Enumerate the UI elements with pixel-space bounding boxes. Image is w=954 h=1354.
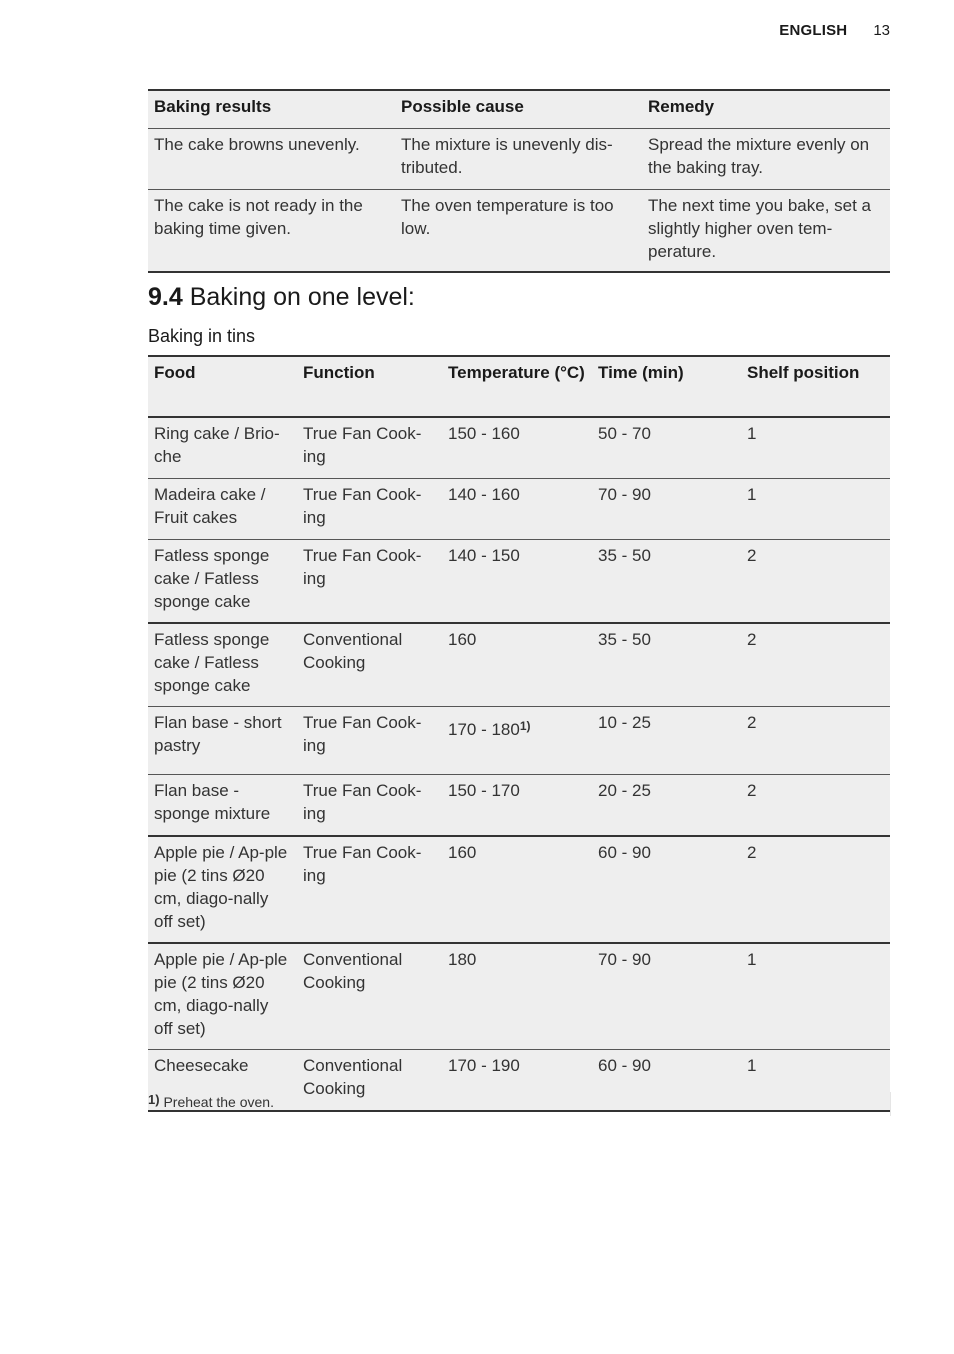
section-subtitle: Baking in tins (148, 326, 256, 346)
table-cell: Fatless sponge cake / Fatless sponge cake (154, 630, 270, 695)
table-cell: True Fan Cook-ing (303, 546, 422, 588)
table-cell: 20 - 25 (598, 781, 651, 800)
table-cell: 1 (747, 485, 757, 504)
table-cell: 50 - 70 (598, 424, 651, 443)
table-row (148, 190, 890, 273)
table-cell: The oven temperature is too low. (401, 196, 614, 238)
table-cell: True Fan Cook-ing (303, 424, 422, 466)
table-cell: 160 (448, 843, 477, 862)
table-cell: 2 (747, 781, 757, 800)
table-footnote (148, 1092, 891, 1116)
table-cell: 1 (747, 950, 757, 969)
table-cell: Madeira cake / Fruit cakes (154, 485, 266, 527)
table-cell: 60 - 90 (598, 843, 651, 862)
table-cell: Cheesecake (154, 1056, 249, 1075)
column-header: Shelf position (747, 363, 860, 382)
language-label: ENGLISH (779, 22, 848, 39)
table-cell: Fatless sponge cake / Fatless sponge cake (154, 546, 270, 611)
table-cell: Conventional Cooking (303, 630, 403, 672)
table-cell: 1 (747, 424, 757, 443)
table-cell: True Fan Cook-ing (303, 843, 422, 885)
column-header: Function (303, 363, 375, 382)
table-cell: 150 - 160 (448, 424, 520, 443)
table-cell: True Fan Cook-ing (303, 713, 422, 755)
table-cell: Conventional Cooking (303, 1056, 403, 1098)
section-title (148, 283, 415, 312)
table-cell: 35 - 50 (598, 630, 651, 649)
section-heading: Baking on one level: (189, 283, 415, 311)
table-row (148, 623, 890, 707)
column-header: Baking results (154, 97, 272, 116)
table-cell: Ring cake / Brio-che (154, 424, 280, 466)
table-cell: 140 - 160 (448, 485, 520, 504)
table-row (148, 775, 890, 837)
column-header: Time (min) (598, 363, 684, 382)
table-cell: Flan base - sponge mixture (154, 781, 271, 823)
table-cell: 140 - 150 (448, 546, 520, 565)
section-number: 9.4 (148, 283, 183, 311)
table-cell: 60 - 90 (598, 1056, 651, 1075)
column-header: Possible cause (401, 97, 524, 116)
page-number: 13 (873, 22, 890, 39)
footnote-text: Preheat the oven. (163, 1094, 274, 1110)
table-cell: 180 (448, 950, 477, 969)
table-cell: 170 - 190 (448, 1056, 520, 1075)
table-row (148, 943, 890, 1050)
table-row (148, 540, 890, 624)
table-cell: The cake browns unevenly. (154, 135, 360, 154)
column-header: Temperature (°C) (448, 363, 585, 382)
table-cell: 2 (747, 546, 757, 565)
table-row (148, 129, 890, 190)
table-cell: The next time you bake, set a slightly higher oven tem-perature. (648, 196, 872, 261)
table-row (148, 417, 890, 479)
table-cell: 70 - 90 (598, 950, 651, 969)
table-cell: True Fan Cook-ing (303, 781, 422, 823)
temperature-value: 170 - 180 (448, 720, 520, 739)
table-cell: The cake is not ready in the baking time given. (154, 196, 363, 238)
table-cell: Flan base - short pastry (154, 713, 282, 755)
table-cell: 2 (747, 713, 757, 732)
table-cell: 2 (747, 630, 757, 649)
table-cell: 35 - 50 (598, 546, 651, 565)
table-cell: 1 (747, 1056, 757, 1075)
baking-table (148, 355, 890, 1112)
table-row (148, 479, 890, 540)
table-cell: 150 - 170 (448, 781, 520, 800)
footnote-mark: 1) (148, 1092, 160, 1107)
troubleshooting-table (148, 89, 890, 273)
table-header-row (148, 90, 890, 129)
table-cell: 70 - 90 (598, 485, 651, 504)
table-row (148, 836, 890, 943)
table-cell: Apple pie / Ap-ple pie (2 tins Ø20 cm, diago-nally off set) (154, 950, 288, 1038)
table-cell: Apple pie / Ap-ple pie (2 tins Ø20 cm, diago-nally off set) (154, 843, 288, 931)
table-cell: 2 (747, 843, 757, 862)
footnote-ref: 1) (519, 719, 531, 733)
table-header-row (148, 356, 890, 417)
column-header: Food (154, 363, 196, 382)
table-row (148, 707, 890, 775)
page-header (779, 22, 890, 39)
table-cell: True Fan Cook-ing (303, 485, 422, 527)
table-cell: 10 - 25 (598, 713, 651, 732)
table-cell: 160 (448, 630, 477, 649)
table-cell: Conventional Cooking (303, 950, 403, 992)
column-header: Remedy (648, 97, 715, 116)
table-cell (442, 707, 592, 775)
table-cell: The mixture is unevenly dis-tributed. (401, 135, 613, 177)
table-cell: Spread the mixture evenly on the baking tray. (648, 135, 870, 177)
